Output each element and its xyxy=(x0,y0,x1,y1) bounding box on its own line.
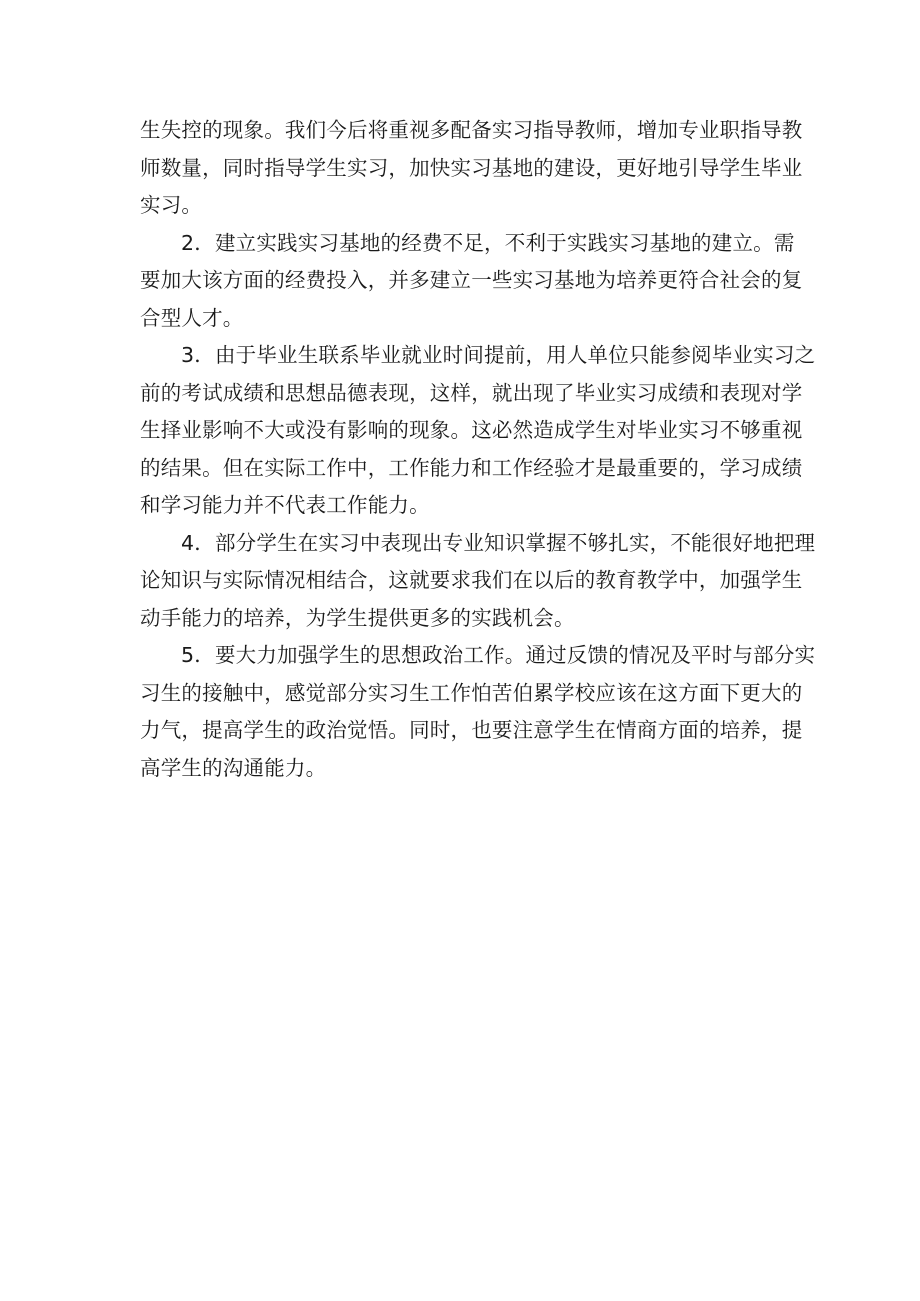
text-line: 论知识与实际情况相结合，这就要求我们在以后的教育教学中，加强学生 xyxy=(140,568,803,592)
text-line: 实习。 xyxy=(140,193,203,217)
text-line: 合型人才。 xyxy=(140,305,244,330)
document-body xyxy=(140,112,816,787)
text-line: 5．要大力加强学生的思想政治工作。通过反馈的情况及平时与部分实 xyxy=(181,643,816,667)
text-line: 生择业影响不大或没有影响的现象。这必然造成学生对毕业实习不够重视 xyxy=(140,418,803,442)
text-line: 力气，提高学生的政治觉悟。同时，也要注意学生在情商方面的培养，提 xyxy=(140,718,803,742)
paragraph-continuation xyxy=(140,112,803,225)
text-line: 3．由于毕业生联系毕业就业时间提前，用人单位只能参阅毕业实习之 xyxy=(181,343,816,367)
text-line: 高学生的沟通能力。 xyxy=(140,755,327,780)
paragraph-item-4 xyxy=(140,525,816,638)
text-line: 动手能力的培养，为学生提供更多的实践机会。 xyxy=(140,605,575,630)
text-line: 生失控的现象。我们今后将重视多配备实习指导教师，增加专业职指导教 xyxy=(140,118,803,142)
text-line: 要加大该方面的经费投入，并多建立一些实习基地为培养更符合社会的复 xyxy=(140,268,803,292)
text-line: 的结果。但在实际工作中，工作能力和工作经验才是最重要的，学习成绩 xyxy=(140,455,803,480)
text-line: 4．部分学生在实习中表现出专业知识掌握不够扎实，不能很好地把理 xyxy=(181,530,816,555)
text-line: 师数量，同时指导学生实习，加快实习基地的建设，更好地引导学生毕业 xyxy=(140,155,803,180)
paragraph-item-3 xyxy=(140,337,816,525)
text-line: 前的考试成绩和思想品德表现，这样，就出现了毕业实习成绩和表现对学 xyxy=(140,380,803,405)
paragraph-item-5 xyxy=(140,637,816,787)
text-line: 2．建立实践实习基地的经费不足，不利于实践实习基地的建立。需 xyxy=(181,230,795,255)
text-line: 和学习能力并不代表工作能力。 xyxy=(140,493,430,517)
text-line: 习生的接触中，感觉部分实习生工作怕苦伯累学校应该在这方面下更大的 xyxy=(140,680,803,705)
paragraph-item-2 xyxy=(140,225,803,338)
